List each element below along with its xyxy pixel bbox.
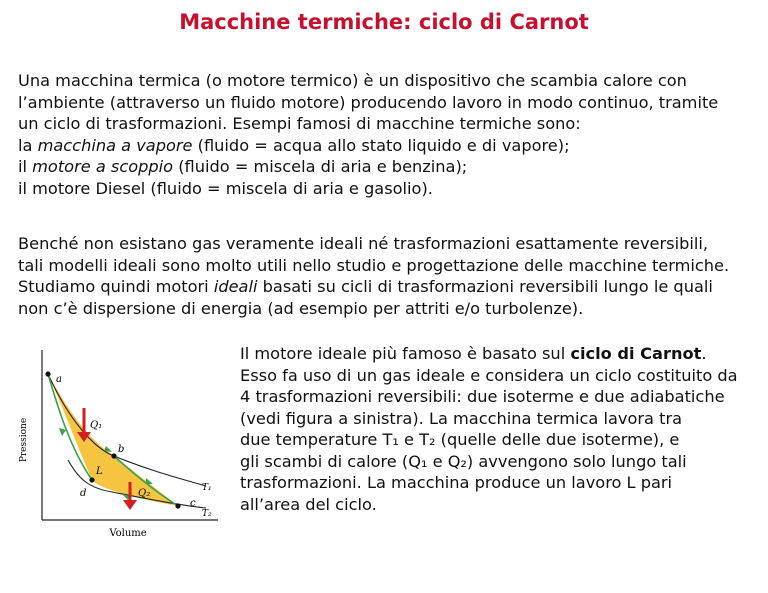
carnot-cycle-diagram (18, 348, 228, 546)
intro-paragraph (18, 70, 752, 199)
point-c-marker (175, 503, 180, 508)
x-axis-label: Volume (109, 528, 147, 539)
carnot-line-6: gli scambi di calore (Q₁ e Q₂) avvengono solo lungo tali (240, 451, 687, 471)
intro-line-2: l’ambiente (attraverso un fluido motore) producendo lavoro in modo continuo, tramite (18, 92, 719, 112)
point-d-marker (89, 477, 94, 482)
intro-line-4: la macchina a vapore (fluido = acqua allo stato liquido e di vapore); (18, 135, 570, 155)
carnot-line-5: due temperature T₁ e T₂ (quelle delle due isoterme), e (240, 430, 680, 449)
heat-out-arrow-icon (123, 500, 137, 510)
page-title: Macchine termiche: ciclo di Carnot (179, 10, 589, 34)
intro-line-5: il motore a scoppio (fluido = miscela di aria e benzina); (18, 157, 468, 176)
ideal-models-paragraph (18, 233, 752, 319)
point-a-label: a (56, 374, 62, 385)
intro-line-6: il motore Diesel (fluido = miscela di aria e gasolio). (18, 178, 433, 198)
ideal-line-2: tali modelli ideali sono molto utili nello studio e progettazione delle macchine termiche. (18, 255, 730, 275)
t2-label: T₂ (202, 509, 212, 519)
q1-label: Q₁ (90, 420, 103, 431)
point-d-label: d (80, 488, 87, 499)
ideal-line-4: non c’è dispersione di energia (ad esempio per attriti e/o turbolenze). (18, 298, 584, 318)
carnot-line-2: Esso fa uso di un gas ideale e considera un ciclo costituito da (240, 365, 738, 385)
ideal-line-1: Benché non esistano gas veramente ideali né trasformazioni esattamente reversibili, (18, 234, 709, 253)
arrow-ab-icon (104, 446, 112, 452)
ideal-line-3: Studiamo quindi motori ideali basati su cicli di trasformazioni reversibili lungo le quali (18, 277, 713, 296)
point-a-marker (45, 371, 50, 376)
carnot-line-4: (vedi figura a sinistra). La macchina termica lavora tra (240, 408, 683, 428)
point-b-marker (111, 453, 116, 458)
carnot-paragraph (240, 343, 752, 515)
cycle-area (48, 374, 178, 506)
arrow-da-icon (59, 428, 66, 436)
carnot-line-8: all’area del ciclo. (240, 494, 377, 514)
point-b-label: b (118, 444, 125, 455)
work-label: L (96, 466, 103, 477)
intro-line-3: un ciclo di trasformazioni. Esempi famosi di macchine termiche sono: (18, 114, 581, 133)
intro-line-1: Una macchina termica (o motore termico) è un dispositivo che scambia calore con (18, 71, 687, 90)
arrow-bc-icon (146, 478, 153, 484)
point-c-label: c (190, 498, 196, 509)
carnot-line-1: Il motore ideale più famoso è basato sul ciclo di Carnot. (240, 344, 707, 363)
carnot-line-3: 4 trasformazioni reversibili: due isoterme e due adiabatiche (240, 387, 725, 406)
y-axis-label: Pressione (19, 417, 29, 463)
q2-label: Q₂ (138, 488, 151, 499)
carnot-line-7: trasformazioni. La macchina produce un lavoro L pari (240, 473, 673, 492)
t1-label: T₁ (202, 483, 212, 493)
